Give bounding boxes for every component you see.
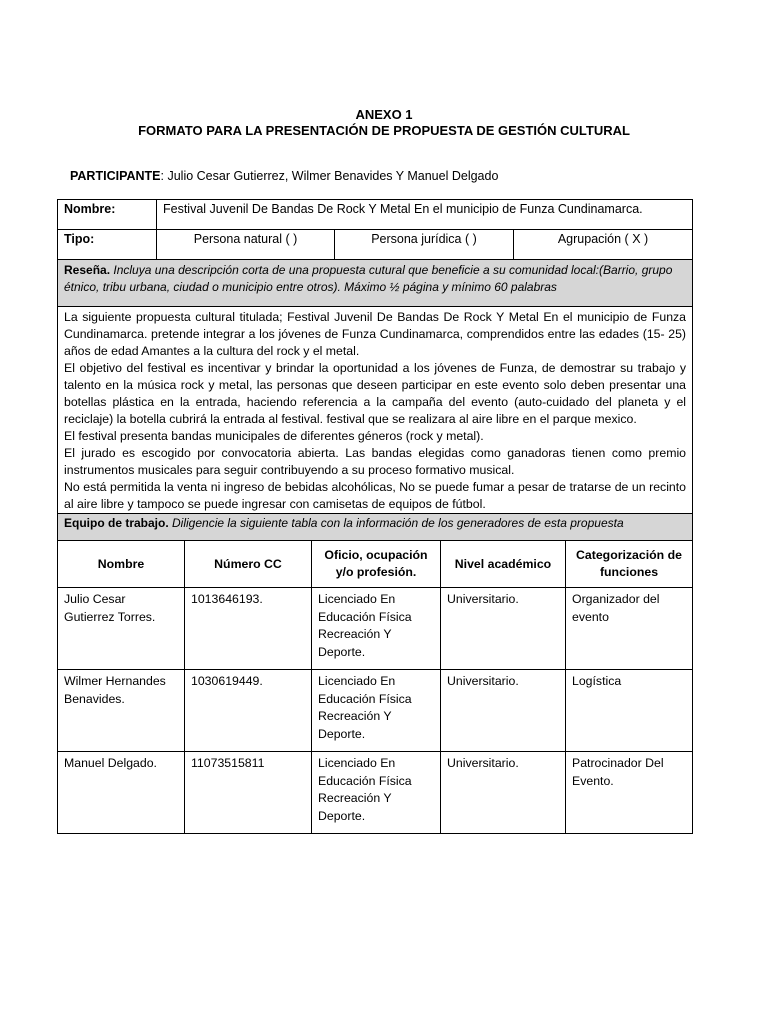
participant-value: : Julio Cesar Gutierrez, Wilmer Benavides Y Manuel Delgado xyxy=(160,169,499,183)
team-cell-nombre: Wilmer Hernandes Benavides. xyxy=(58,670,185,752)
team-cell-oficio: Licenciado En Educación Física Recreación Y Deporte. xyxy=(312,588,441,670)
tipo-persona-natural: Persona natural ( ) xyxy=(157,230,335,260)
equipo-label: Equipo de trabajo. xyxy=(64,516,169,530)
resena-instruction: Incluya una descripción corta de una propuesta cutural que beneficie a su comunidad local:(Barrio, grupo étnico, tribu urbana, ciudad o municipio entre otros). Máximo ½ página y mínimo 60 palabras xyxy=(64,263,673,294)
team-cell-nivel: Universitario. xyxy=(441,670,566,752)
body-paragraph: El festival presenta bandas municipales de diferentes géneros (rock y metal). xyxy=(64,429,484,443)
team-cell-categorizacion: Organizador del evento xyxy=(566,588,693,670)
team-header-nivel: Nivel académico xyxy=(441,541,566,588)
team-table xyxy=(57,540,693,834)
resena-body xyxy=(58,307,693,514)
team-cell-cc: 1013646193. xyxy=(185,588,312,670)
table-row xyxy=(58,588,693,670)
body-paragraph: El jurado es escogido por convocatoria abierta. Las bandas elegidas como ganadoras tienen como premio instrumentos musicales para seguir contribuyendo a su proceso formativo musical. xyxy=(64,446,687,477)
team-cell-categorizacion: Patrocinador Del Evento. xyxy=(566,752,693,834)
team-cell-nivel: Universitario. xyxy=(441,588,566,670)
team-header-nombre: Nombre xyxy=(58,541,185,588)
equipo-header xyxy=(58,514,693,541)
team-cell-oficio: Licenciado En Educación Física Recreación Y Deporte. xyxy=(312,670,441,752)
team-cell-oficio: Licenciado En Educación Física Recreación Y Deporte. xyxy=(312,752,441,834)
resena-label: Reseña. xyxy=(64,263,111,277)
tipo-persona-juridica: Persona jurídica ( ) xyxy=(335,230,514,260)
nombre-label: Nombre: xyxy=(58,200,157,230)
body-paragraph: La siguiente propuesta cultural titulada; Festival Juvenil De Bandas De Rock Y Metal En el municipio de Funza Cundinamarca. pretende integrar a los jóvenes de Funza Cundinamarca, comprendidos entre las edades (15- 25) años de edad Amantes a la cultura del rock y el metal. xyxy=(64,310,687,358)
resena-header xyxy=(58,260,693,307)
participant-line xyxy=(70,168,498,184)
tipo-agrupacion: Agrupación ( X ) xyxy=(514,230,693,260)
equipo-instruction: Diligencie la siguiente tabla con la información de los generadores de esta propuesta xyxy=(172,516,624,530)
table-row xyxy=(58,752,693,834)
annex-number: ANEXO 1 xyxy=(355,107,413,122)
team-header-row xyxy=(58,541,693,588)
team-header-categorizacion: Categorización de funciones xyxy=(566,541,693,588)
resena-body-row xyxy=(58,307,693,514)
document-title: FORMATO PARA LA PRESENTACIÓN DE PROPUESTA DE GESTIÓN CULTURAL xyxy=(138,123,630,138)
team-header-oficio: Oficio, ocupación y/o profesión. xyxy=(312,541,441,588)
team-cell-nombre: Manuel Delgado. xyxy=(58,752,185,834)
team-header-cc: Número CC xyxy=(185,541,312,588)
team-cell-nombre: Julio Cesar Gutierrez Torres. xyxy=(58,588,185,670)
resena-row xyxy=(58,260,693,307)
nombre-value: Festival Juvenil De Bandas De Rock Y Metal En el municipio de Funza Cundinamarca. xyxy=(157,200,693,230)
body-paragraph: El objetivo del festival es incentivar y brindar la oportunidad a los jóvenes de Funza, de demostrar su trabajo y talento en la música rock y metal, las personas que deseen participar en este evento solo deben presentar una botellas plástica en la entrada, haciendo referencia a la campaña del evento (auto-cuidado del planeta y el reciclaje) la botella cubrirá la entrada al festival. festival que se realizara al aire libre en el parque mexico. xyxy=(64,361,687,426)
team-cell-cc: 1030619449. xyxy=(185,670,312,752)
body-paragraph: No está permitida la venta ni ingreso de bebidas alcohólicas, No se puede fumar a pesar de tratarse de un recinto al aire libre y tampoco se puede ingresar con camisetas de equipos de fútbol. xyxy=(64,480,687,511)
tipo-row xyxy=(58,230,693,260)
team-cell-cc: 11073515811 xyxy=(185,752,312,834)
table-row xyxy=(58,670,693,752)
team-cell-categorizacion: Logística xyxy=(566,670,693,752)
proposal-form-table xyxy=(57,199,693,541)
team-cell-nivel: Universitario. xyxy=(441,752,566,834)
equipo-row xyxy=(58,514,693,541)
participant-label: PARTICIPANTE xyxy=(70,169,161,183)
tipo-label: Tipo: xyxy=(58,230,157,260)
nombre-row xyxy=(58,200,693,230)
